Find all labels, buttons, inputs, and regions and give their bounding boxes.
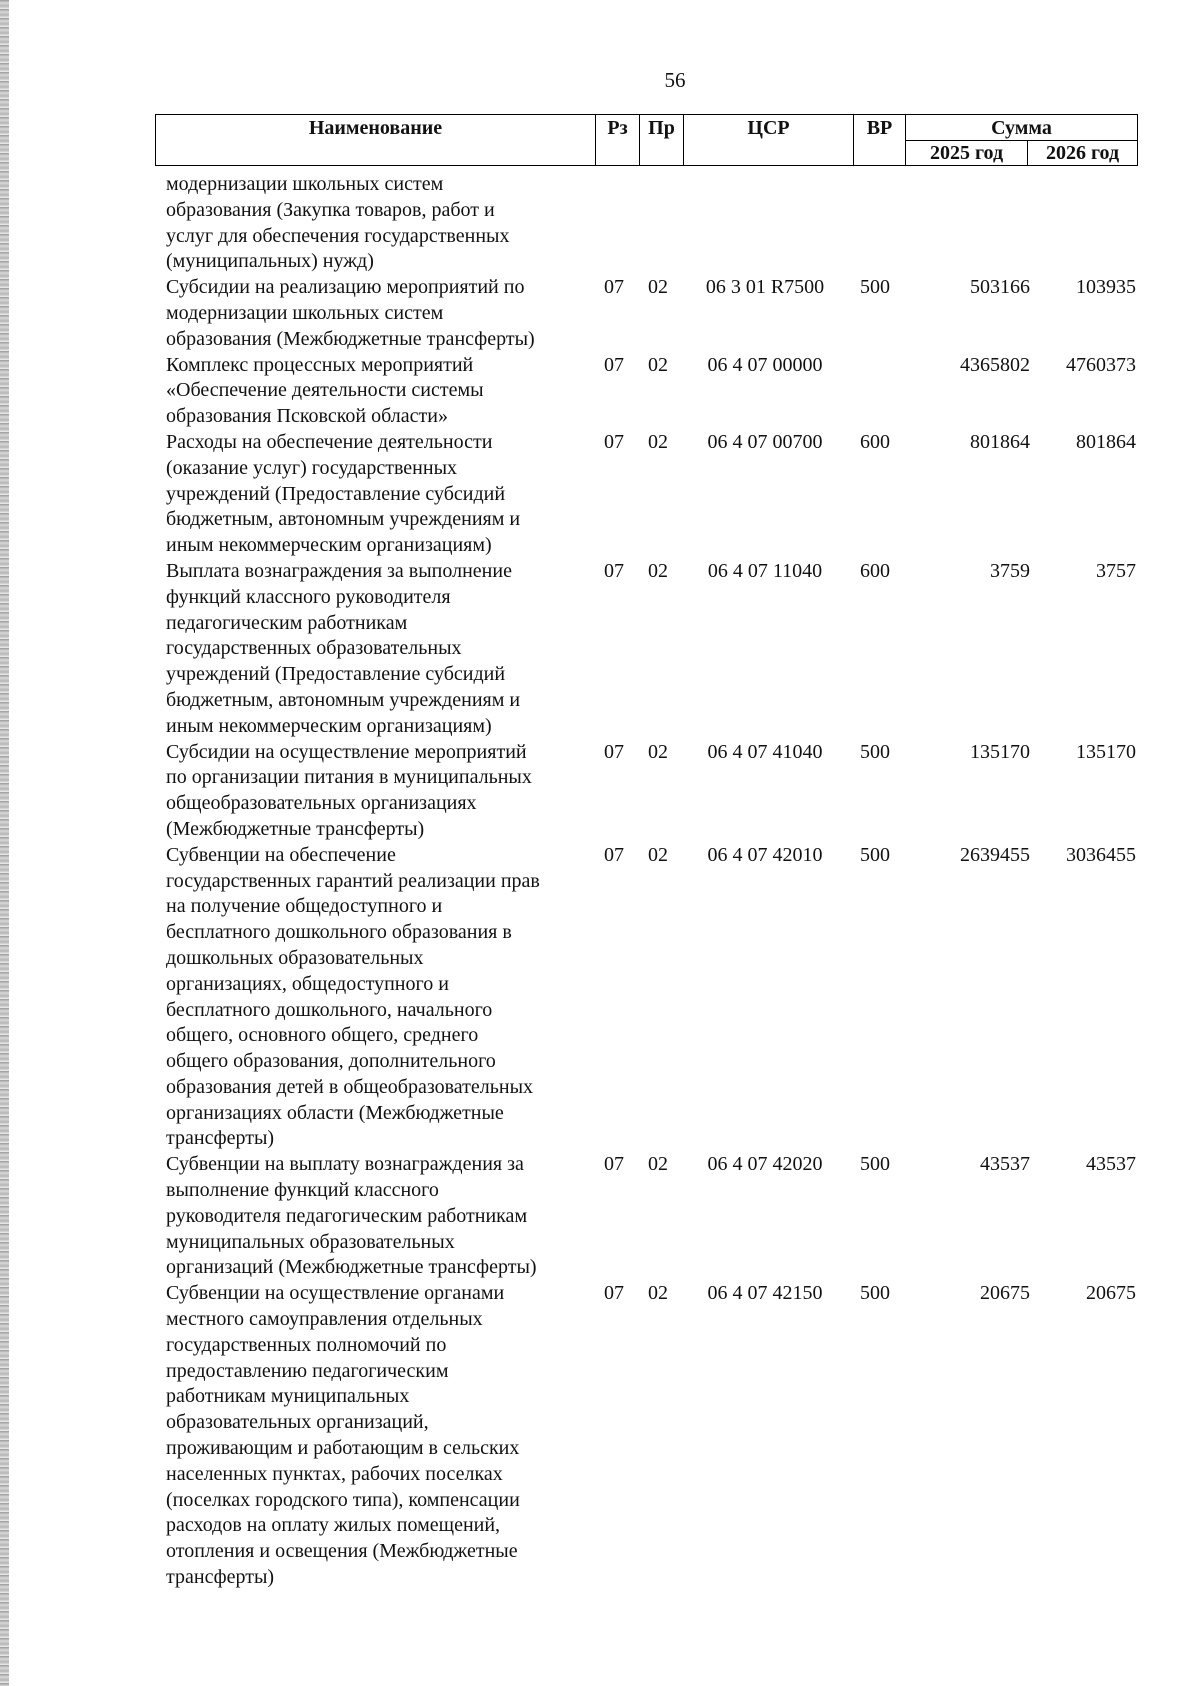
table-row xyxy=(166,275,1136,352)
table-row xyxy=(166,353,1136,430)
row-csr: 06 3 01 R7500 xyxy=(705,276,825,299)
row-name-line: проживающим и работающим в сельских xyxy=(166,1437,520,1460)
table-row xyxy=(166,430,1136,559)
row-sum-2026: 3757 xyxy=(1096,559,1136,582)
row-sum-2026: 135170 xyxy=(1076,740,1136,763)
row-name-line: трансферты) xyxy=(166,1566,275,1589)
row-name-line: общеобразовательных организациях xyxy=(166,792,477,815)
row-name-line: иным некоммерческим организациям) xyxy=(166,714,492,737)
row-name-line: услуг для обеспечения государственных xyxy=(166,224,510,247)
row-name-line: образования (Межбюджетные трансферты) xyxy=(166,327,535,350)
row-pr: 02 xyxy=(648,843,668,866)
row-sum-2025: 3759 xyxy=(990,559,1030,582)
row-pr: 02 xyxy=(648,740,668,763)
row-name-line: работникам муниципальных xyxy=(166,1385,410,1408)
row-name-line: муниципальных образовательных xyxy=(166,1230,455,1253)
row-name-line: общего, основного общего, среднего xyxy=(166,1024,479,1047)
row-vr: 500 xyxy=(860,1153,890,1176)
row-pr: 02 xyxy=(648,1153,668,1176)
row-vr: 500 xyxy=(860,1282,890,1305)
row-name-line: руководителя педагогическим работникам xyxy=(166,1204,528,1227)
row-sum-2025: 503166 xyxy=(970,276,1030,299)
row-name-line: организациях, общедоступного и xyxy=(166,972,449,995)
row-name-line: учреждений (Предоставление субсидий xyxy=(166,663,506,686)
row-name-line: (оказание услуг) государственных xyxy=(166,456,458,479)
table-row xyxy=(166,172,1136,275)
table-body xyxy=(166,172,1136,1591)
row-rz: 07 xyxy=(604,353,624,376)
table-row xyxy=(166,1152,1136,1281)
row-name-line: расходов на оплату жилых помещений, xyxy=(166,1514,501,1537)
row-name-line: местного самоуправления отдельных xyxy=(166,1308,483,1331)
row-name xyxy=(166,275,592,352)
row-pr: 02 xyxy=(648,430,668,453)
row-name-line: учреждений (Предоставление субсидий xyxy=(166,482,506,505)
row-name-line: государственных образовательных xyxy=(166,637,462,660)
row-name-line: бесплатного дошкольного образования в xyxy=(166,921,512,944)
row-name-line: бюджетным, автономным учреждениям и xyxy=(166,688,521,711)
row-name-line: отопления и освещения (Межбюджетные xyxy=(166,1540,518,1563)
row-name xyxy=(166,1152,592,1281)
row-sum-2025: 801864 xyxy=(970,430,1030,453)
row-sum-2025: 20675 xyxy=(980,1282,1030,1305)
row-name-line: Субсидии на осуществление мероприятий xyxy=(166,740,527,763)
row-pr: 02 xyxy=(648,276,668,299)
row-name-line: образования детей в общеобразовательных xyxy=(166,1075,534,1098)
row-name xyxy=(166,172,592,275)
row-rz: 07 xyxy=(604,843,624,866)
row-csr: 06 4 07 42010 xyxy=(707,843,823,866)
row-name xyxy=(166,559,592,740)
row-name-line: образовательных организаций, xyxy=(166,1411,429,1434)
row-name-line: Субсидии на реализацию мероприятий по xyxy=(166,276,525,299)
header-year-2025: 2025 год xyxy=(906,141,1028,166)
row-name-line: общего образования, дополнительного xyxy=(166,1050,496,1073)
row-rz: 07 xyxy=(604,740,624,763)
row-sum-2026: 43537 xyxy=(1086,1153,1136,1176)
row-name-line: организациях области (Межбюджетные xyxy=(166,1101,504,1124)
row-name-line: организаций (Межбюджетные трансферты) xyxy=(166,1256,537,1279)
row-name-line: Субвенции на осуществление органами xyxy=(166,1282,505,1305)
header-name: Наименование xyxy=(156,115,596,166)
row-csr: 06 4 07 00700 xyxy=(707,430,823,453)
row-csr: 06 4 07 42020 xyxy=(707,1153,823,1176)
row-name-line: предоставлению педагогическим xyxy=(166,1359,449,1382)
row-name-line: образования (Закупка товаров, работ и xyxy=(166,198,495,221)
row-name-line: дошкольных образовательных xyxy=(166,946,424,969)
page-number: 56 xyxy=(664,68,686,92)
row-name-line: бесплатного дошкольного, начального xyxy=(166,998,493,1021)
row-name-line: «Обеспечение деятельности системы xyxy=(166,379,484,402)
row-vr: 500 xyxy=(860,276,890,299)
row-sum-2026: 4760373 xyxy=(1066,353,1136,376)
row-pr: 02 xyxy=(648,559,668,582)
row-name-line: населенных пунктах, рабочих поселках xyxy=(166,1462,503,1485)
row-name-line: модернизации школьных систем xyxy=(166,173,444,195)
row-name-line: трансферты) xyxy=(166,1127,275,1150)
row-rz: 07 xyxy=(604,559,624,582)
row-name-line: на получение общедоступного и xyxy=(166,895,443,918)
header-vr: ВР xyxy=(854,115,906,166)
row-name-line: педагогическим работникам xyxy=(166,611,408,634)
row-sum-2026: 103935 xyxy=(1076,276,1136,299)
row-name xyxy=(166,430,592,559)
row-sum-2025: 43537 xyxy=(980,1153,1030,1176)
row-sum-2025: 4365802 xyxy=(960,353,1030,376)
row-name-line: (поселках городского типа), компенсации xyxy=(166,1488,520,1511)
row-name-line: бюджетным, автономным учреждениям и xyxy=(166,508,521,531)
row-sum-2025: 135170 xyxy=(970,740,1030,763)
row-name-line: государственных полномочий по xyxy=(166,1333,447,1356)
row-name xyxy=(166,740,592,843)
row-vr: 500 xyxy=(860,843,890,866)
table-row xyxy=(166,843,1136,1153)
row-rz: 07 xyxy=(604,430,624,453)
table-row xyxy=(166,1281,1136,1591)
row-rz: 07 xyxy=(604,1153,624,1176)
row-pr: 02 xyxy=(648,1282,668,1305)
row-name xyxy=(166,1281,592,1591)
row-sum-2025: 2639455 xyxy=(960,843,1030,866)
table-row xyxy=(166,559,1136,740)
row-name xyxy=(166,843,592,1153)
row-sum-2026: 801864 xyxy=(1076,430,1136,453)
table-header xyxy=(155,114,1138,166)
row-name-line: Выплата вознаграждения за выполнение xyxy=(166,559,512,582)
row-rz: 07 xyxy=(604,1282,624,1305)
row-csr: 06 4 07 41040 xyxy=(707,740,823,763)
row-csr: 06 4 07 42150 xyxy=(707,1282,823,1305)
row-name xyxy=(166,353,592,430)
header-sum: Сумма xyxy=(906,115,1138,141)
row-name-line: государственных гарантий реализации прав xyxy=(166,869,540,892)
scan-edge xyxy=(0,0,9,1686)
row-name-line: Субвенции на обеспечение xyxy=(166,843,396,866)
header-year-2026: 2026 год xyxy=(1028,141,1138,166)
header-rz: Рз xyxy=(596,115,640,166)
row-vr: 600 xyxy=(860,430,890,453)
row-name-line: выполнение функций классного xyxy=(166,1179,439,1202)
table-row xyxy=(166,740,1136,843)
row-pr: 02 xyxy=(648,353,668,376)
row-name-line: (муниципальных) нужд) xyxy=(166,250,374,273)
row-name-line: Комплекс процессных мероприятий xyxy=(166,353,474,376)
row-name-line: по организации питания в муниципальных xyxy=(166,766,532,789)
row-csr: 06 4 07 11040 xyxy=(707,559,823,582)
header-csr: ЦСР xyxy=(684,115,854,166)
row-sum-2026: 20675 xyxy=(1086,1282,1136,1305)
row-csr: 06 4 07 00000 xyxy=(707,353,823,376)
row-name-line: образования Псковской области» xyxy=(166,405,448,428)
row-vr: 500 xyxy=(860,740,890,763)
row-name-line: модернизации школьных систем xyxy=(166,301,444,324)
header-pr: Пр xyxy=(640,115,684,166)
row-vr: 600 xyxy=(860,559,890,582)
row-sum-2026: 3036455 xyxy=(1066,843,1136,866)
row-name-line: Субвенции на выплату вознаграждения за xyxy=(166,1153,524,1176)
row-name-line: иным некоммерческим организациям) xyxy=(166,534,492,557)
row-rz: 07 xyxy=(604,276,624,299)
row-name-line: функций классного руководителя xyxy=(166,585,451,608)
row-name-line: Расходы на обеспечение деятельности xyxy=(166,430,493,453)
row-name-line: (Межбюджетные трансферты) xyxy=(166,817,425,840)
